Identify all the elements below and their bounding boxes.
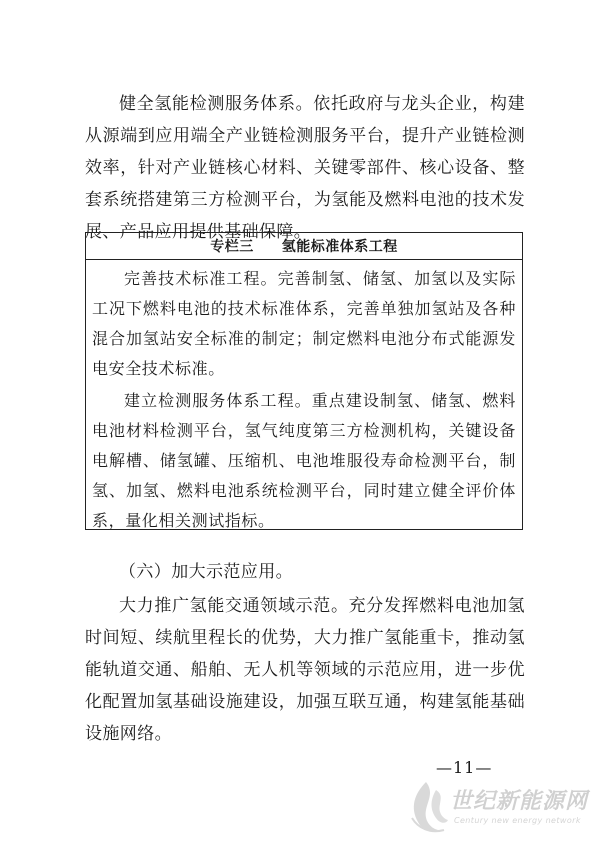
watermark-subtitle: Century new energy network: [454, 816, 581, 825]
column-box-title: [86, 233, 522, 260]
column-box-heading: 氢能标准体系工程: [281, 239, 398, 255]
body-paragraph: 健全氢能检测服务体系。依托政府与龙头企业，构建从源端到应用端全产业链检测服务平台，提升产业链检测效率，针对产业链核心材料、关键零部件、核心设备、整套系统搭建第三方检测平台，为氢能及燃料电池的技术发展、产品应用提供基础保障。: [85, 94, 525, 242]
column-box-paragraph: 完善技术标准工程。完善制氢、储氢、加氢以及实际工况下燃料电池的技术标准体系，完善单独加氢站及各种混合加氢站安全标准的制定；制定燃料电池分布式能源发电安全技术标准。: [92, 269, 516, 378]
column-box: [85, 232, 523, 530]
column-box-label: 专栏三: [210, 239, 254, 255]
body-paragraph: 大力推广氢能交通领域示范。充分发挥燃料电池加氢时间短、续航里程长的优势，大力推广氢能重卡，推动氢能轨道交通、船舶、无人机等领域的示范应用，进一步优化配置加氢基础设施建设，加强互联互通，构建氢能基础设施网络。: [85, 596, 525, 744]
flame-swirl-logo-icon: [404, 778, 452, 836]
watermark: [400, 778, 596, 840]
page-number: —11—: [436, 758, 493, 777]
section-heading: （六）加大示范应用。: [119, 562, 293, 582]
watermark-name: 世纪新能源网: [450, 789, 589, 814]
column-box-body: [86, 260, 522, 536]
column-box-paragraph: 建立检测服务体系工程。重点建设制氢、储氢、燃料电池材料检测平台，氢气纯度第三方检测机构，关键设备电解槽、储氢罐、压缩机、电池堆服役寿命检测平台，制氢、加氢、燃料电池系统检测平台，同时建立健全评价体系，量化相关测试指标。: [92, 391, 516, 530]
